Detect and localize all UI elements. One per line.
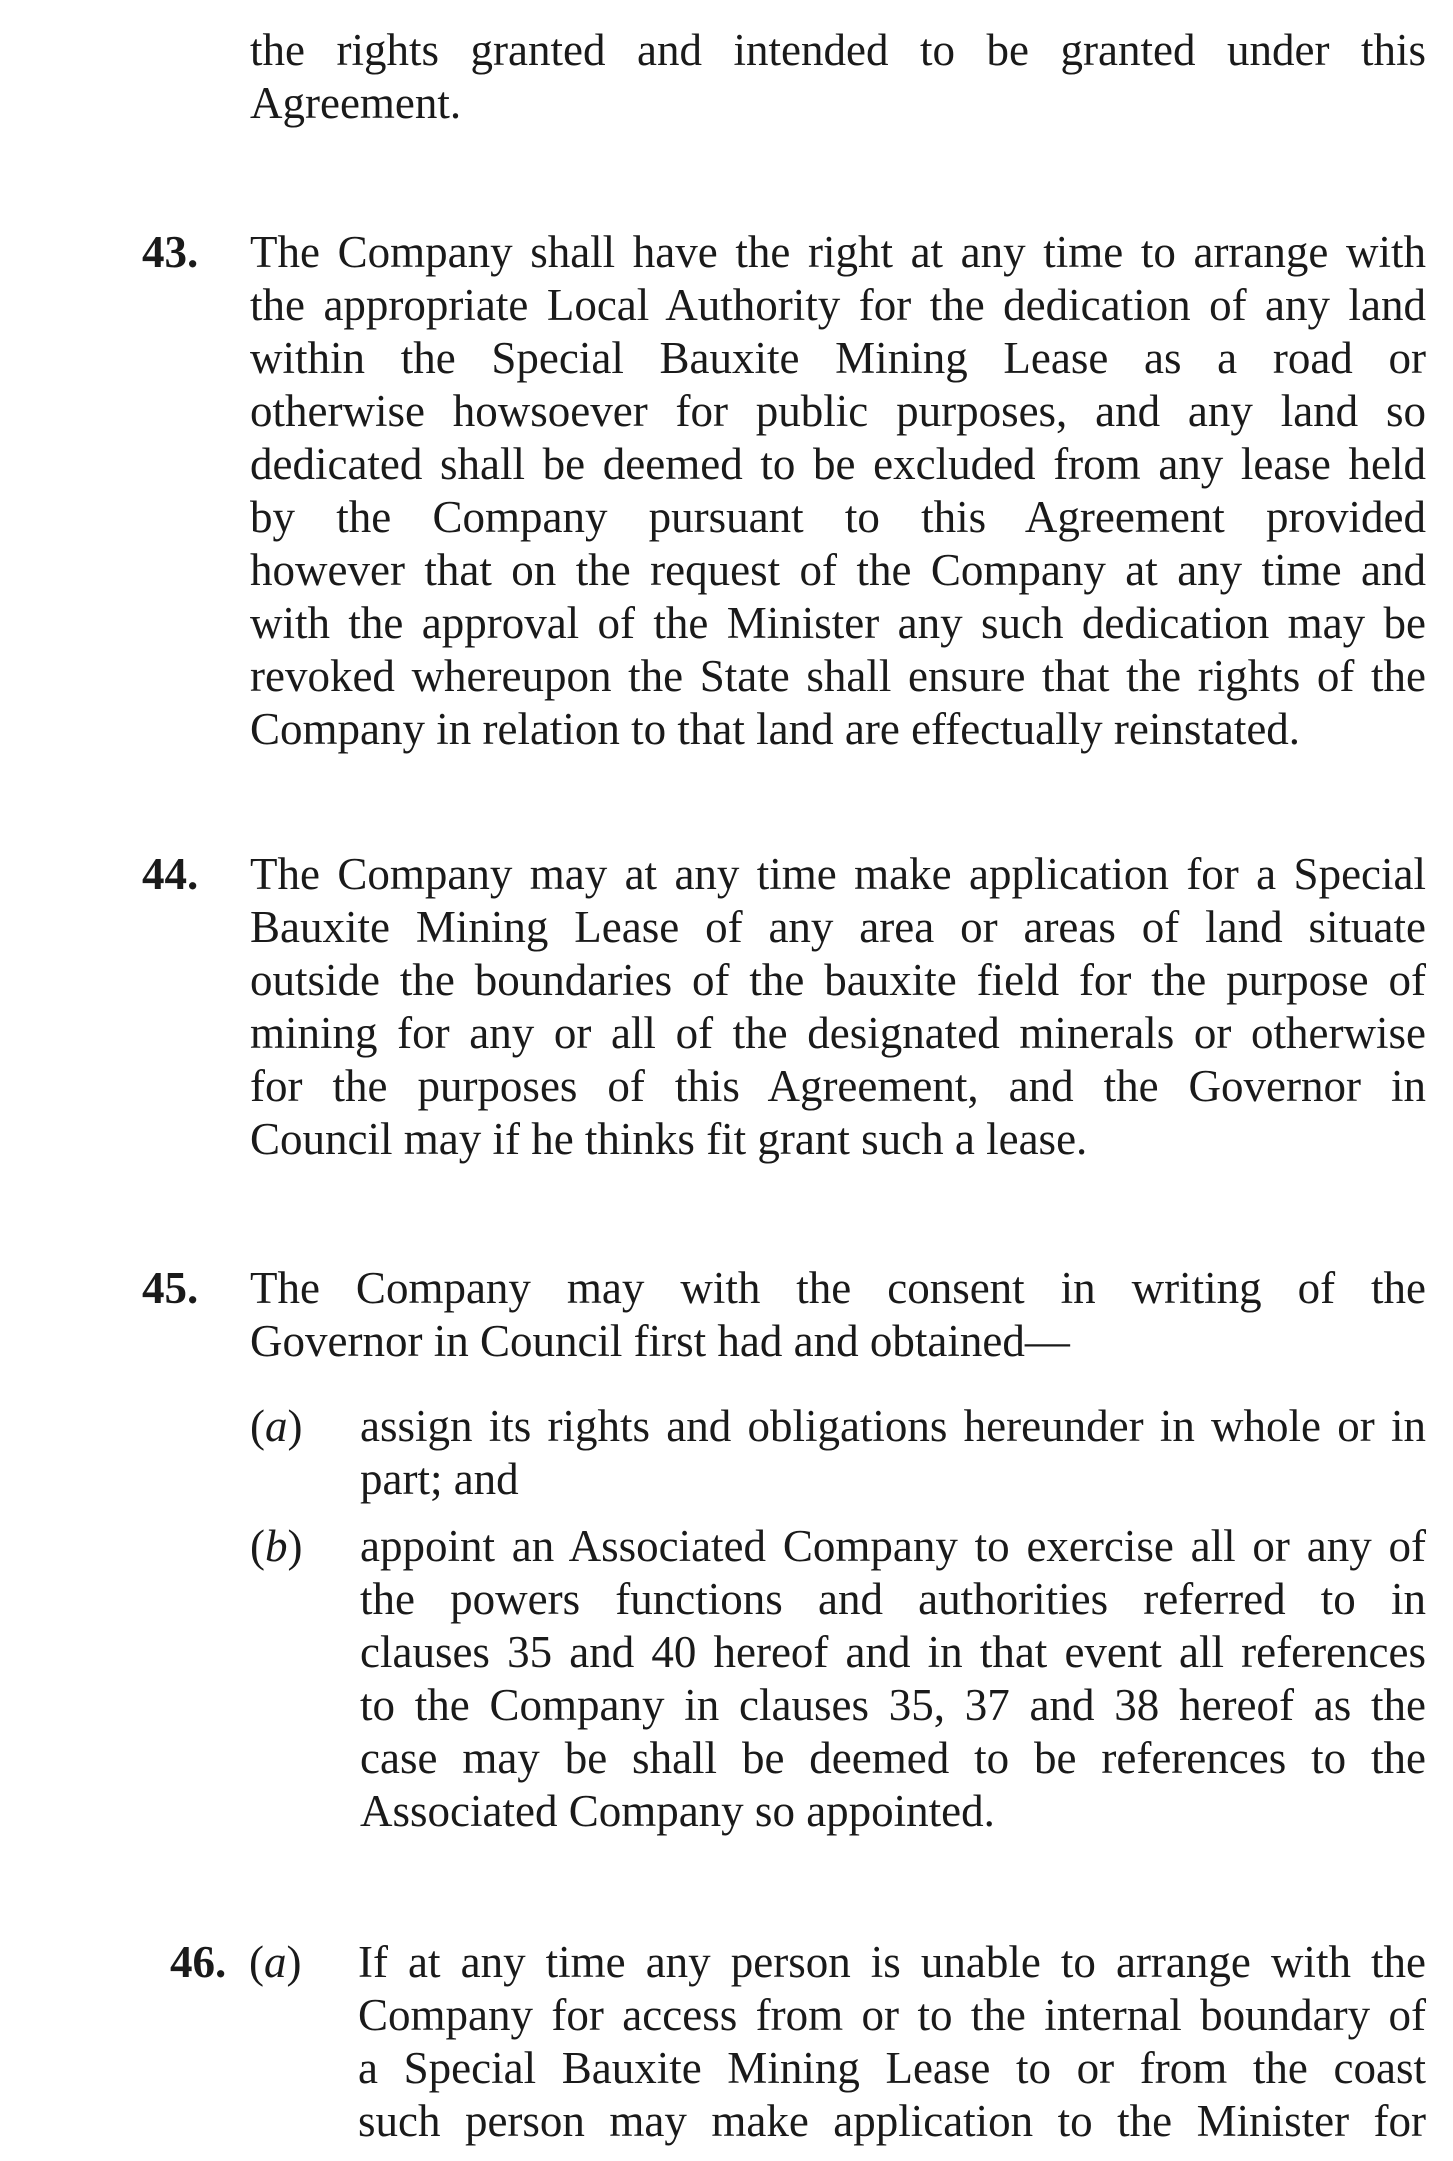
text-line: appoint an Associated Company to exercise all or any of bbox=[360, 1521, 1426, 1571]
text-line: within the Special Bauxite Mining Lease as a road or bbox=[250, 333, 1426, 383]
clause-number: 46. bbox=[170, 1937, 227, 1987]
text-line: Governor in Council first had and obtained— bbox=[250, 1316, 1070, 1366]
text-line: however that on the request of the Company at any time and bbox=[250, 545, 1426, 595]
text-line: clauses 35 and 40 hereof and in that event all references bbox=[360, 1627, 1426, 1677]
text-line: The Company may at any time make application for a Special bbox=[250, 849, 1426, 899]
label-letter: a bbox=[264, 1937, 287, 1987]
label-open: ( bbox=[249, 1937, 264, 1987]
label-close: ) bbox=[287, 1521, 303, 1571]
label-close: ) bbox=[286, 1937, 302, 1987]
text-line: Company for access from or to the internal boundary of bbox=[358, 1990, 1426, 2040]
text-line: revoked whereupon the State shall ensure that the rights of the bbox=[250, 651, 1426, 701]
text-line: by the Company pursuant to this Agreement provided bbox=[250, 492, 1426, 542]
subclause-label bbox=[250, 1520, 303, 1573]
clause-44-text bbox=[250, 848, 1426, 1166]
text-line: Agreement. bbox=[250, 78, 462, 128]
subclause-45a-text bbox=[360, 1400, 1426, 1506]
text-line: Council may if he thinks fit grant such a lease. bbox=[250, 1114, 1088, 1164]
clause-45-text bbox=[250, 1262, 1426, 1368]
label-open: ( bbox=[250, 1401, 265, 1451]
text-line: the rights granted and intended to be granted under this bbox=[250, 25, 1426, 75]
text-line: mining for any or all of the designated minerals or otherwise bbox=[250, 1008, 1426, 1058]
text-line: a Special Bauxite Mining Lease to or from the coast bbox=[358, 2043, 1426, 2093]
label-close: ) bbox=[287, 1401, 303, 1451]
clause-number: 44. bbox=[142, 849, 199, 899]
subclause-label bbox=[250, 1400, 303, 1453]
text-line: If at any time any person is unable to arrange with the bbox=[358, 1937, 1426, 1987]
label-letter: a bbox=[265, 1401, 288, 1451]
text-line: otherwise howsoever for public purposes, and any land so bbox=[250, 386, 1426, 436]
text-line: the powers functions and authorities referred to in bbox=[360, 1574, 1426, 1624]
text-line: for the purposes of this Agreement, and the Governor in bbox=[250, 1061, 1426, 1111]
text-line: part; and bbox=[360, 1454, 519, 1504]
clause-46a-text bbox=[358, 1936, 1426, 2148]
text-line: dedicated shall be deemed to be excluded from any lease held bbox=[250, 439, 1426, 489]
intro-paragraph bbox=[250, 24, 1426, 130]
label-open: ( bbox=[250, 1521, 265, 1571]
text-line: Company in relation to that land are effectually reinstated. bbox=[250, 704, 1301, 754]
text-line: with the approval of the Minister any such dedication may be bbox=[250, 598, 1426, 648]
label-letter: b bbox=[265, 1521, 288, 1571]
text-line: Bauxite Mining Lease of any area or areas of land situate bbox=[250, 902, 1426, 952]
text-line: The Company shall have the right at any time to arrange with bbox=[250, 227, 1426, 277]
subclause-label bbox=[249, 1936, 302, 1989]
subclause-45b-text bbox=[360, 1520, 1426, 1838]
clause-43-text bbox=[250, 226, 1426, 756]
text-line: assign its rights and obligations hereunder in whole or in bbox=[360, 1401, 1426, 1451]
text-line: The Company may with the consent in writing of the bbox=[250, 1263, 1426, 1313]
text-line: case may be shall be deemed to be references to the bbox=[360, 1733, 1426, 1783]
text-line: Associated Company so appointed. bbox=[360, 1786, 995, 1836]
text-line: the appropriate Local Authority for the dedication of any land bbox=[250, 280, 1426, 330]
text-line: such person may make application to the Minister for bbox=[358, 2096, 1426, 2146]
clause-number: 43. bbox=[142, 227, 199, 277]
text-line: to the Company in clauses 35, 37 and 38 hereof as the bbox=[360, 1680, 1426, 1730]
text-line: outside the boundaries of the bauxite field for the purpose of bbox=[250, 955, 1426, 1005]
clause-number: 45. bbox=[142, 1263, 199, 1313]
